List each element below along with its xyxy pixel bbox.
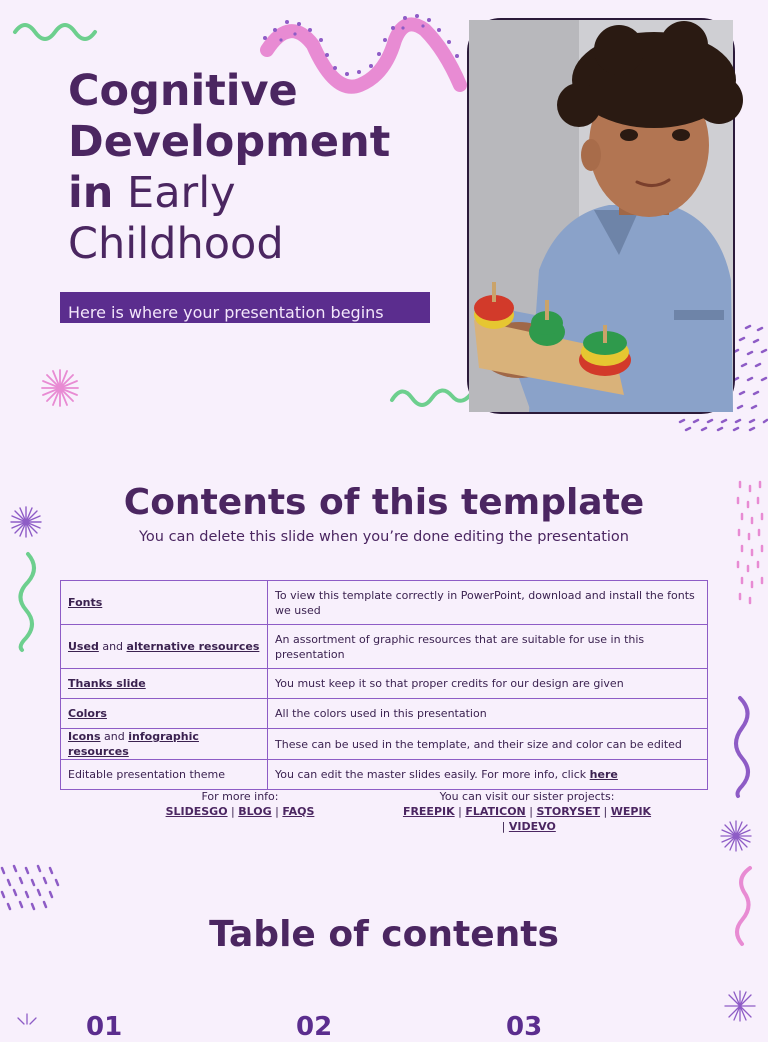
infographic-resources-link[interactable]: infographic resources bbox=[68, 730, 199, 758]
fonts-link[interactable]: Fonts bbox=[68, 596, 103, 609]
child-photo-illustration bbox=[469, 20, 733, 412]
presentation-subtitle: Here is where your presentation begins bbox=[68, 303, 384, 322]
table-cell: These can be used in the template, and their size and color can be edited bbox=[268, 729, 708, 760]
sister-projects-label: You can visit our sister projects: bbox=[439, 790, 615, 803]
violet-vertical-squiggle bbox=[726, 694, 760, 798]
icons-link[interactable]: Icons bbox=[68, 730, 101, 743]
separator: | bbox=[600, 805, 611, 818]
purple-dot-pattern-left bbox=[0, 864, 60, 912]
green-squiggle-middle bbox=[388, 380, 480, 410]
used-resources-link[interactable]: Used bbox=[68, 640, 99, 653]
here-link[interactable]: here bbox=[589, 768, 618, 781]
separator: | bbox=[454, 805, 466, 818]
colors-link[interactable]: Colors bbox=[68, 707, 107, 720]
table-cell bbox=[61, 669, 268, 699]
purple-sunburst-small-icon bbox=[720, 820, 752, 852]
contents-heading: Contents of this template bbox=[123, 482, 645, 523]
more-info-label: For more info: bbox=[201, 790, 279, 803]
purple-sunburst-bottom-icon bbox=[724, 990, 756, 1022]
videvo-link[interactable]: VIDEVO bbox=[508, 820, 556, 833]
table-row bbox=[61, 729, 708, 760]
purple-sunburst-partial-icon bbox=[14, 1012, 40, 1024]
freepik-link[interactable]: FREEPIK bbox=[402, 805, 455, 818]
blog-link[interactable]: BLOG bbox=[238, 805, 272, 818]
separator: | bbox=[498, 820, 509, 833]
toc-number-2: 02 bbox=[296, 1012, 333, 1042]
separator: | bbox=[525, 805, 537, 818]
table-cell bbox=[61, 729, 268, 760]
toc-number-3: 03 bbox=[506, 1012, 543, 1042]
table-row bbox=[61, 760, 708, 790]
table-row bbox=[61, 699, 708, 729]
table-cell bbox=[268, 760, 708, 790]
green-squiggle-top-left bbox=[12, 18, 102, 46]
title-line-3-light: Early bbox=[113, 168, 236, 218]
joiner-text: and bbox=[98, 640, 127, 653]
toc-number-1: 01 bbox=[86, 1012, 123, 1042]
title-line-3-bold: in bbox=[68, 168, 114, 218]
table-cell: All the colors used in this presentation bbox=[268, 699, 708, 729]
presentation-title bbox=[68, 66, 448, 270]
pink-sunburst-icon bbox=[40, 368, 80, 408]
table-cell: To view this template correctly in PowerPoint, download and install the fonts we used bbox=[268, 581, 708, 625]
title-line-2: Development bbox=[68, 117, 391, 167]
toc-heading: Table of contents bbox=[209, 914, 559, 955]
table-cell: An assortment of graphic resources that are suitable for use in this presentation bbox=[268, 625, 708, 669]
joiner-text: and bbox=[100, 730, 129, 743]
separator: | bbox=[227, 805, 239, 818]
green-vertical-squiggle bbox=[8, 550, 42, 654]
table-cell: Editable presentation theme bbox=[61, 760, 268, 790]
table-cell: You must keep it so that proper credits for our design are given bbox=[268, 669, 708, 699]
alternative-resources-link[interactable]: alternative resources bbox=[126, 640, 260, 653]
theme-description: You can edit the master slides easily. For more info, click bbox=[275, 768, 590, 781]
sister-projects-links bbox=[392, 804, 662, 834]
storyset-link[interactable]: STORYSET bbox=[536, 805, 601, 818]
table-cell bbox=[61, 581, 268, 625]
more-info-footer bbox=[140, 789, 340, 819]
contents-subheading: You can delete this slide when you’re done editing the presentation bbox=[138, 529, 629, 545]
faqs-link[interactable]: FAQS bbox=[282, 805, 315, 818]
table-row bbox=[61, 581, 708, 625]
contents-table bbox=[60, 580, 708, 790]
child-photo bbox=[467, 18, 735, 414]
more-info-links bbox=[140, 804, 340, 819]
flaticon-link[interactable]: FLATICON bbox=[465, 805, 526, 818]
sister-projects-footer bbox=[392, 789, 662, 834]
thanks-slide-link[interactable]: Thanks slide bbox=[68, 677, 146, 690]
separator: | bbox=[271, 805, 283, 818]
table-cell bbox=[61, 699, 268, 729]
title-line-4: Childhood bbox=[68, 219, 284, 269]
slidesgo-link[interactable]: SLIDESGO bbox=[165, 805, 228, 818]
table-row bbox=[61, 625, 708, 669]
wepik-link[interactable]: WEPIK bbox=[610, 805, 652, 818]
table-row bbox=[61, 669, 708, 699]
title-line-1: Cognitive bbox=[68, 66, 298, 116]
table-cell bbox=[61, 625, 268, 669]
